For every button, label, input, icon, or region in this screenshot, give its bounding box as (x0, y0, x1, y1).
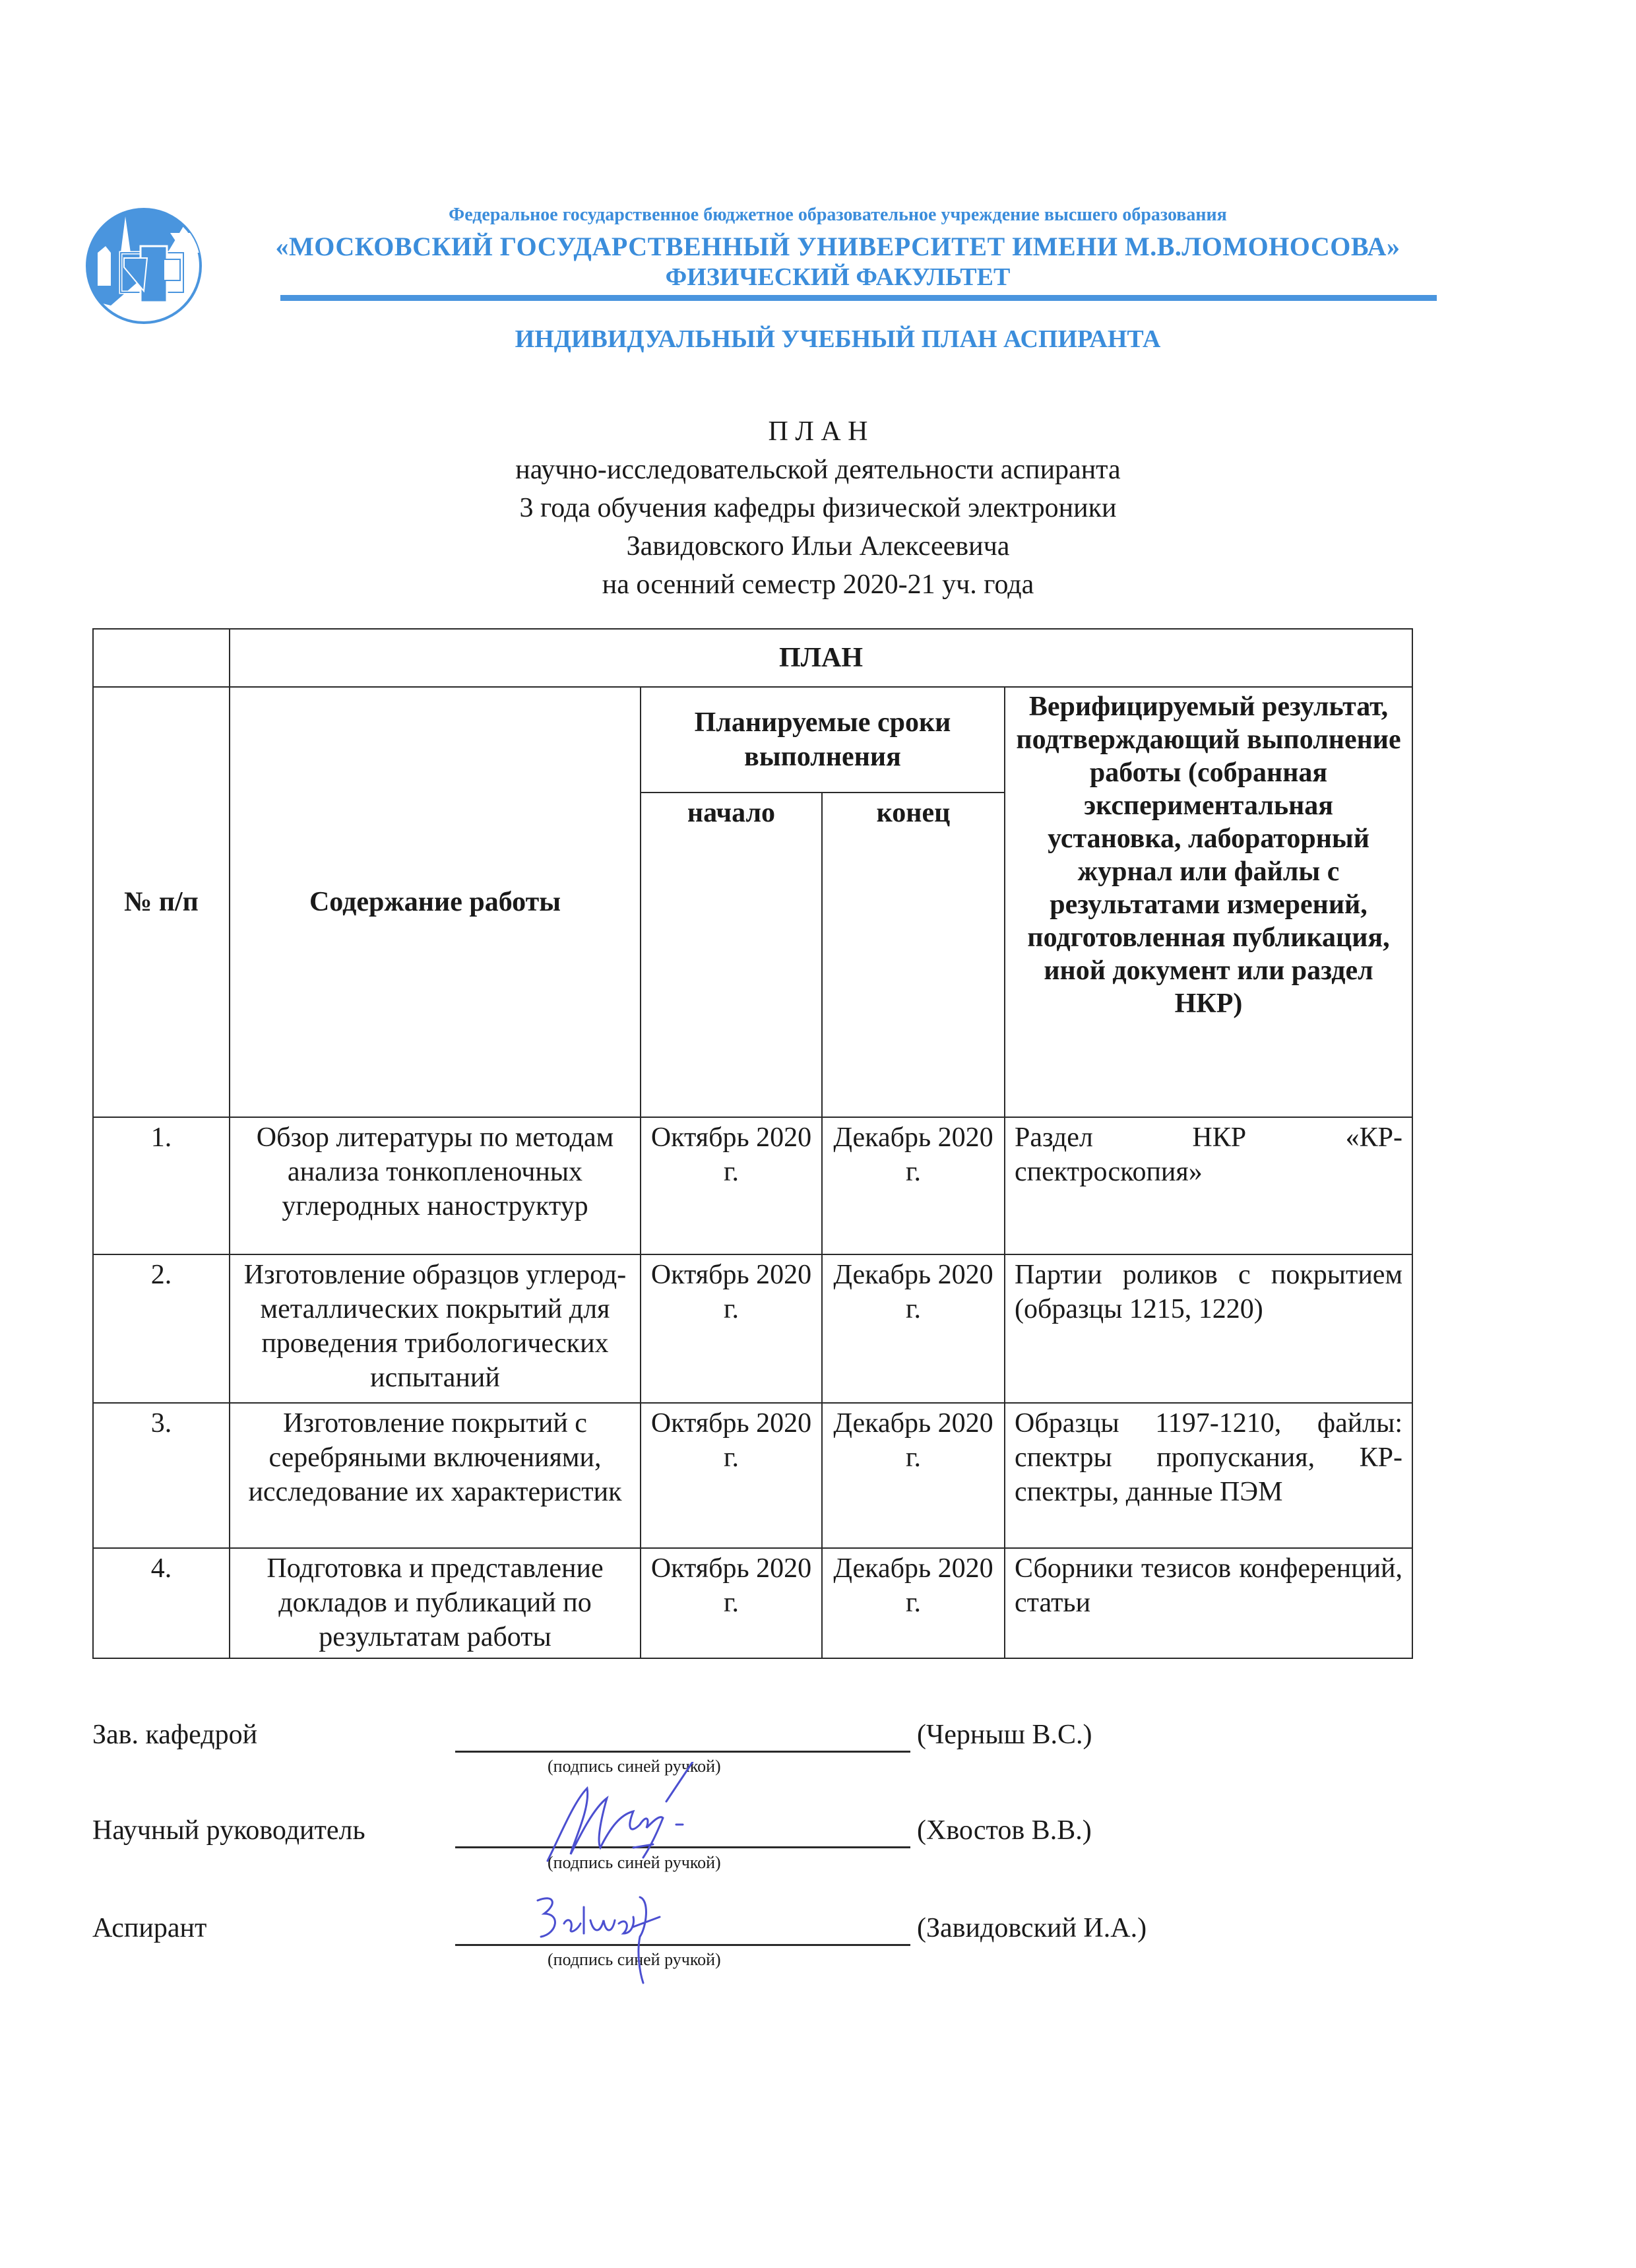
plan-header: ПЛАН (230, 629, 1412, 687)
row-start: Октябрь 2020 г. (641, 1548, 822, 1658)
col-result-header: Верифицируемый результат, подтверждающий выполнение работы (собранная экспериментальная установка, лабораторный журнал или файлы с результатами измерений, подготовленная публикация, иной документ или раздел НКР) (1005, 687, 1412, 1117)
plan-table (92, 628, 1413, 1659)
col-end-header: конец (822, 793, 1005, 1117)
row-end: Декабрь 2020 г. (822, 1117, 1005, 1254)
column-header-row (93, 687, 1412, 793)
row-result: Раздел НКР «КР-спектроскопия» (1005, 1117, 1412, 1254)
row-result: Образцы 1197-1210, файлы: спектры пропускания, КР-спектры, данные ПЭМ (1005, 1403, 1412, 1548)
signatory-name: (Черныш В.С.) (917, 1720, 1092, 1750)
row-num: 1. (93, 1117, 230, 1254)
empty-corner-cell (93, 629, 230, 687)
signature-line[interactable] (455, 1751, 910, 1753)
msu-logo-icon (84, 207, 203, 325)
row-end: Декабрь 2020 г. (822, 1548, 1005, 1658)
row-content: Обзор литературы по методам анализа тонкопленочных углеродных наноструктур (230, 1117, 641, 1254)
col-num-header: № п/п (93, 687, 230, 1117)
handwritten-signature-icon (534, 1887, 673, 1986)
signature-role: Аспирант (92, 1913, 207, 1943)
row-result: Сборники тезисов конференций, статьи (1005, 1548, 1412, 1658)
document-type: ИНДИВИДУАЛЬНЫЙ УЧЕБНЫЙ ПЛАН АСПИРАНТА (515, 325, 1161, 353)
title-line-2: 3 года обучения кафедры физической электроники (519, 493, 1117, 523)
title-line-1: научно-исследовательской деятельности аспиранта (515, 455, 1121, 485)
row-start: Октябрь 2020 г. (641, 1254, 822, 1403)
row-end: Декабрь 2020 г. (822, 1254, 1005, 1403)
signature-caption: (подпись синей ручкой) (548, 1950, 721, 1969)
handwritten-signature-icon (534, 1762, 712, 1867)
signature-caption: (подпись синей ручкой) (548, 1757, 721, 1776)
header-divider (280, 295, 1437, 301)
table-row (93, 1117, 1412, 1254)
row-content: Изготовление покрытий с серебряными включениями, исследование их характеристик (230, 1403, 641, 1548)
signature-role: Зав. кафедрой (92, 1720, 258, 1750)
signature-role: Научный руководитель (92, 1815, 365, 1846)
row-start: Октябрь 2020 г. (641, 1117, 822, 1254)
plan-header-row (93, 629, 1412, 687)
row-num: 2. (93, 1254, 230, 1403)
title-line-3: Завидовского Ильи Алексеевича (626, 531, 1010, 562)
title-heading: П Л А Н (768, 416, 868, 447)
col-content-header: Содержание работы (230, 687, 641, 1117)
row-num: 4. (93, 1548, 230, 1658)
signatory-name: (Хвостов В.В.) (917, 1815, 1092, 1846)
signatory-name: (Завидовский И.А.) (917, 1913, 1147, 1943)
row-content: Подготовка и представление докладов и публикаций по результатам работы (230, 1548, 641, 1658)
title-line-4: на осенний семестр 2020-21 уч. года (602, 569, 1034, 600)
row-content: Изготовление образцов углерод-металлических покрытий для проведения трибологических испытаний (230, 1254, 641, 1403)
signature-caption: (подпись синей ручкой) (548, 1853, 721, 1872)
table-row (93, 1403, 1412, 1548)
row-start: Октябрь 2020 г. (641, 1403, 822, 1548)
row-num: 3. (93, 1403, 230, 1548)
row-result: Партии роликов с покрытием (образцы 1215, 1220) (1005, 1254, 1412, 1403)
document-title (198, 412, 1438, 604)
signature-line[interactable] (455, 1944, 910, 1946)
institution-type: Федеральное государственное бюджетное образовательное учреждение высшего образования (449, 205, 1227, 225)
table-row (93, 1254, 1412, 1403)
university-name: «МОСКОВСКИЙ ГОСУДАРСТВЕННЫЙ УНИВЕРСИТЕТ ИМЕНИ М.В.ЛОМОНОСОВА» (275, 232, 1400, 261)
col-dates-header: Планируемые сроки выполнения (641, 687, 1005, 793)
faculty-name: ФИЗИЧЕСКИЙ ФАКУЛЬТЕТ (665, 263, 1011, 291)
row-end: Декабрь 2020 г. (822, 1403, 1005, 1548)
table-row (93, 1548, 1412, 1658)
col-start-header: начало (641, 793, 822, 1117)
